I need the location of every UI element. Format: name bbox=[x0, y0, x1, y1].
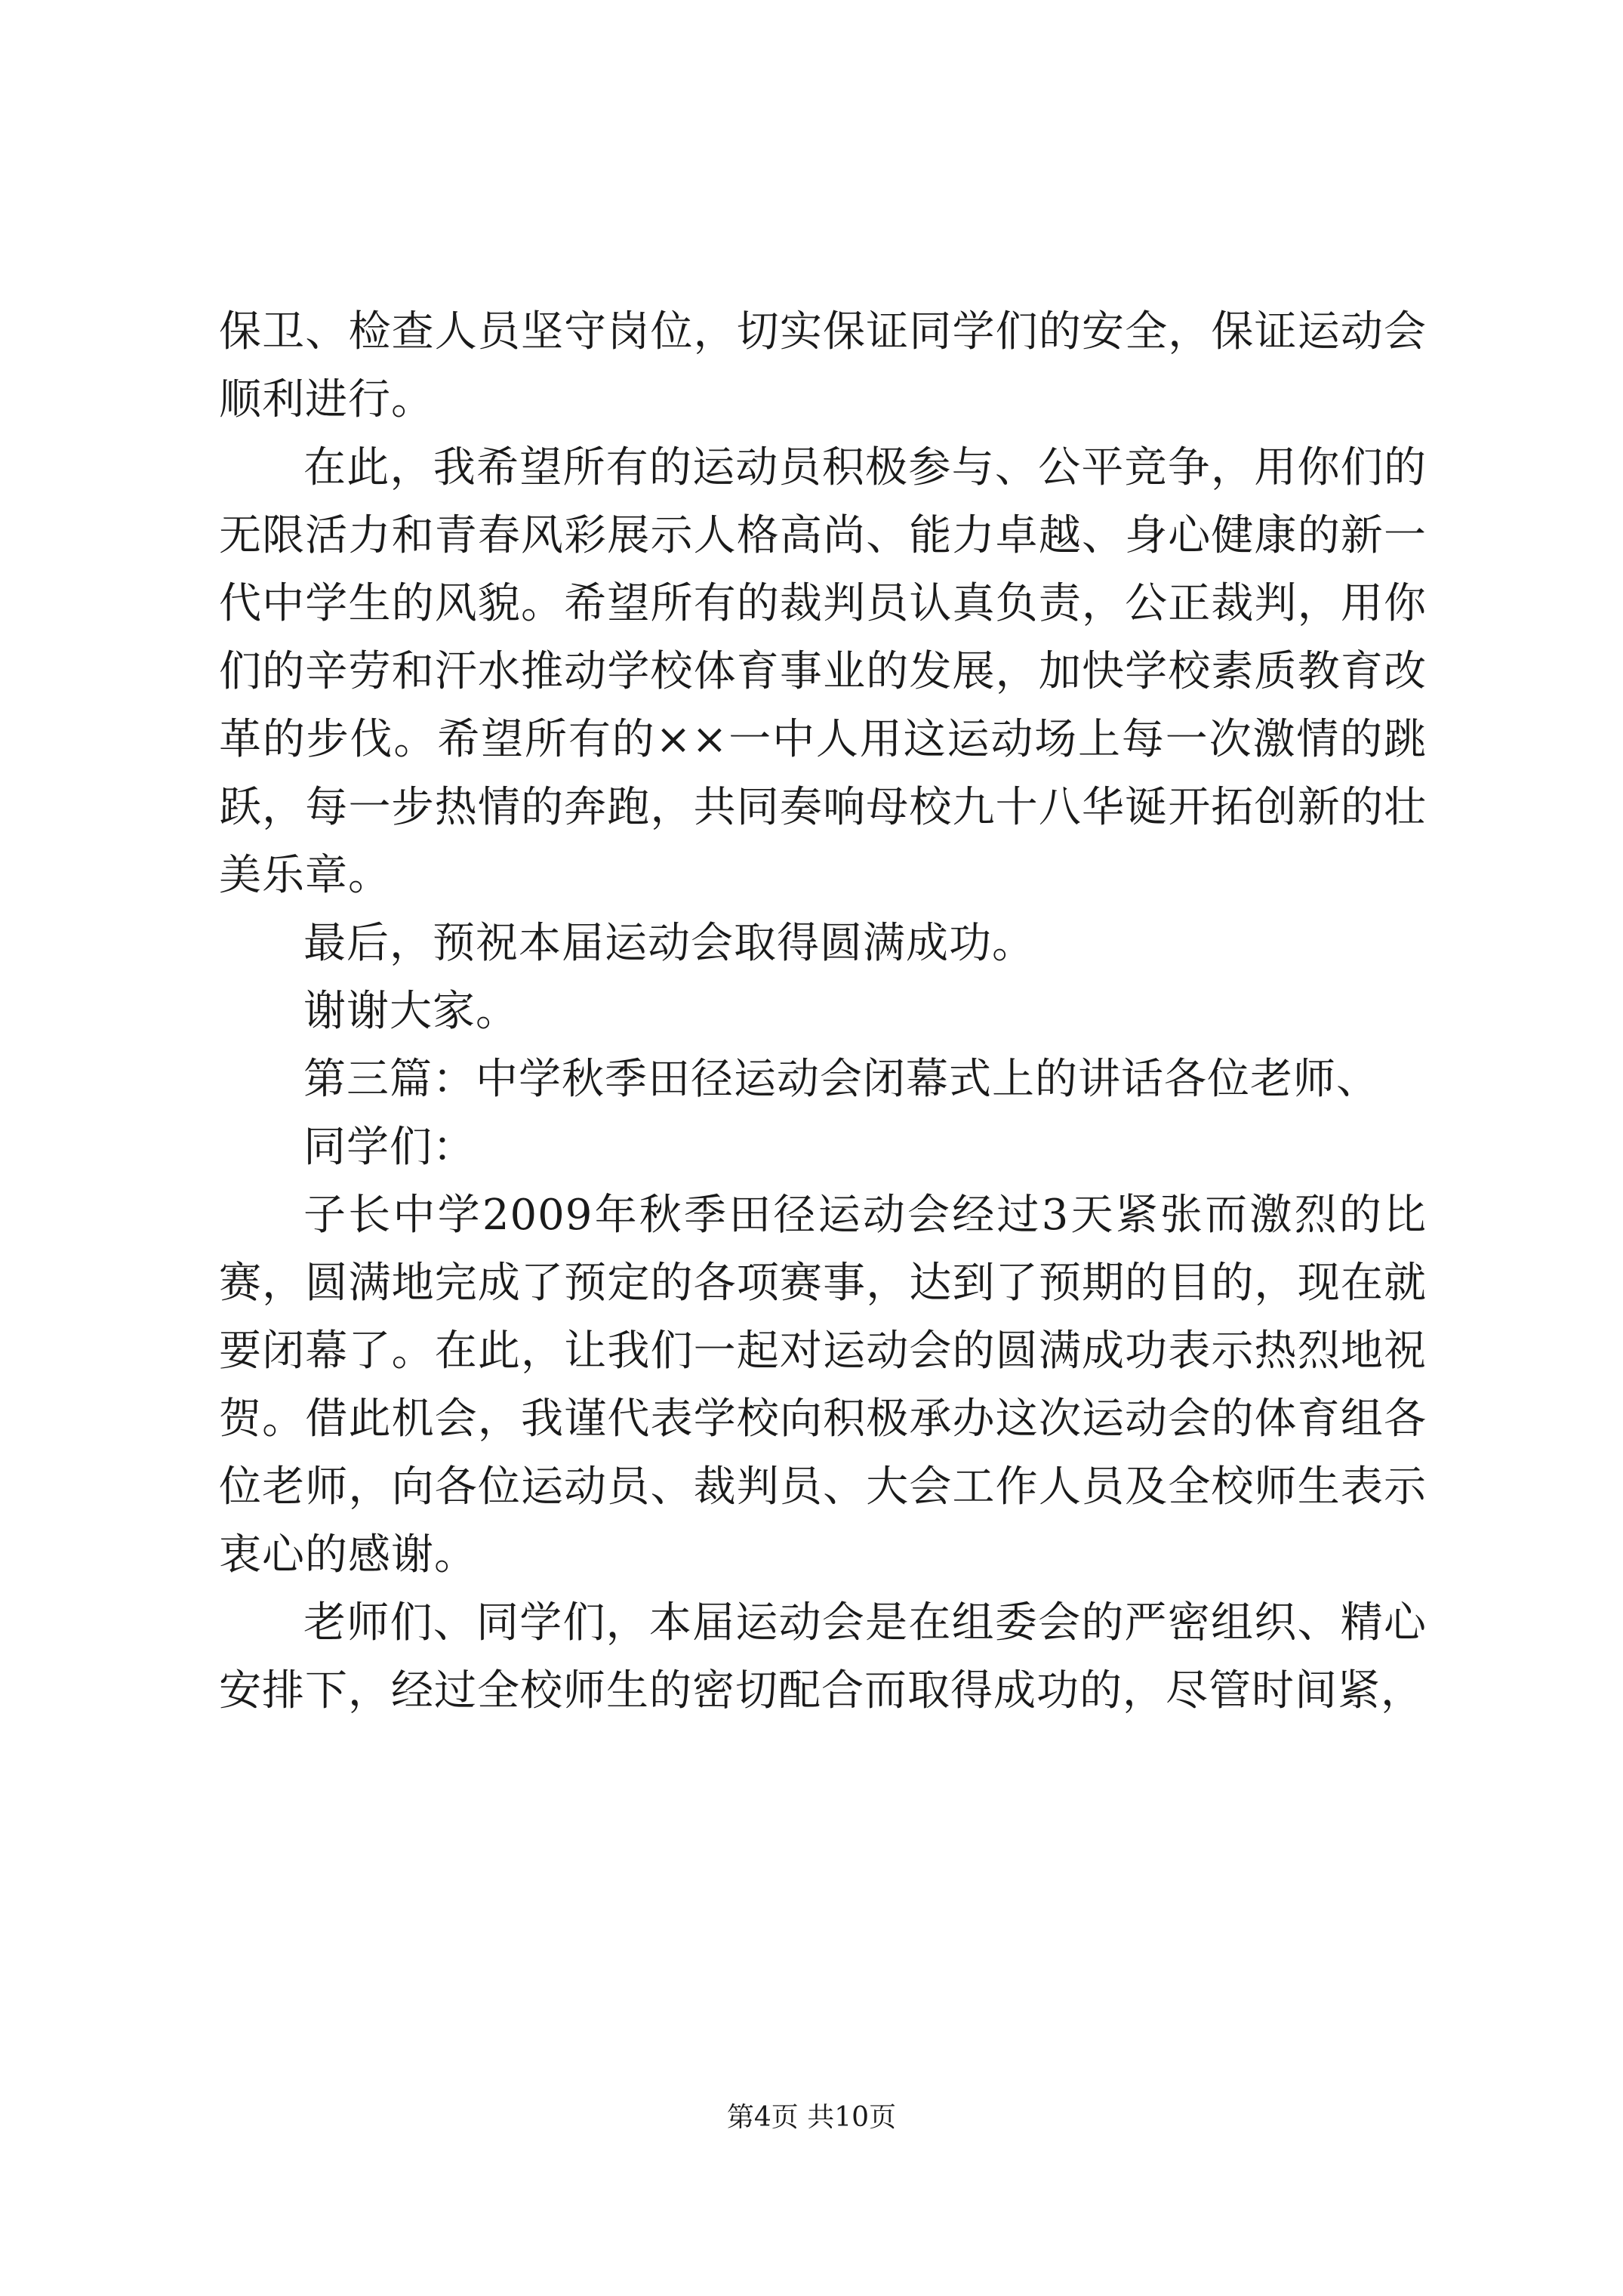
page-footer: 第4页 共10页 bbox=[726, 2102, 897, 2133]
paragraph-5-section-heading: 第三篇：中学秋季田径运动会闭幕式上的讲话各位老师、 bbox=[303, 1055, 1379, 1104]
paragraph-7: 子长中学2009年秋季田径运动会经过3天紧张而激烈的比赛，圆满地完成了预定的各项赛事，达到了预期的目的，现在就要闭幕了。在此，让我们一起对运动会的圆满成功表示热烈地祝贺。借此机会，我谨代表学校向积极承办这次运动会的体育组各位老师，向各位运动员、裁判员、大会工作人员及全校师生表示衷心的感谢。 bbox=[219, 1191, 1427, 1579]
paragraph-6-salutation: 同学们： bbox=[303, 1123, 476, 1172]
document-body bbox=[219, 298, 1427, 1725]
paragraph-8: 老师们、同学们，本届运动会是在组委会的严密组织、精心安排下，经过全校师生的密切配合而取得成功的，尽管时间紧， bbox=[219, 1598, 1427, 1715]
paragraph-2: 在此，我希望所有的运动员积极参与、公平竞争，用你们的无限活力和青春风彩展示人格高尚、能力卓越、身心健康的新一代中学生的风貌。希望所有的裁判员认真负责，公正裁判，用你们的辛劳和汗水推动学校体育事业的发展，加快学校素质教育改革的步伐。希望所有的××一中人用这运动场上每一次激情的跳跃，每一步热情的奔跑，共同奏响母校九十八华诞开拓创新的壮美乐章。 bbox=[219, 443, 1427, 900]
paragraph-1: 保卫、检查人员坚守岗位，切实保证同学们的安全，保证运动会顺利进行。 bbox=[219, 307, 1427, 424]
paragraph-3: 最后，预祝本届运动会取得圆满成功。 bbox=[303, 919, 1035, 968]
paragraph-4: 谢谢大家。 bbox=[303, 987, 519, 1036]
